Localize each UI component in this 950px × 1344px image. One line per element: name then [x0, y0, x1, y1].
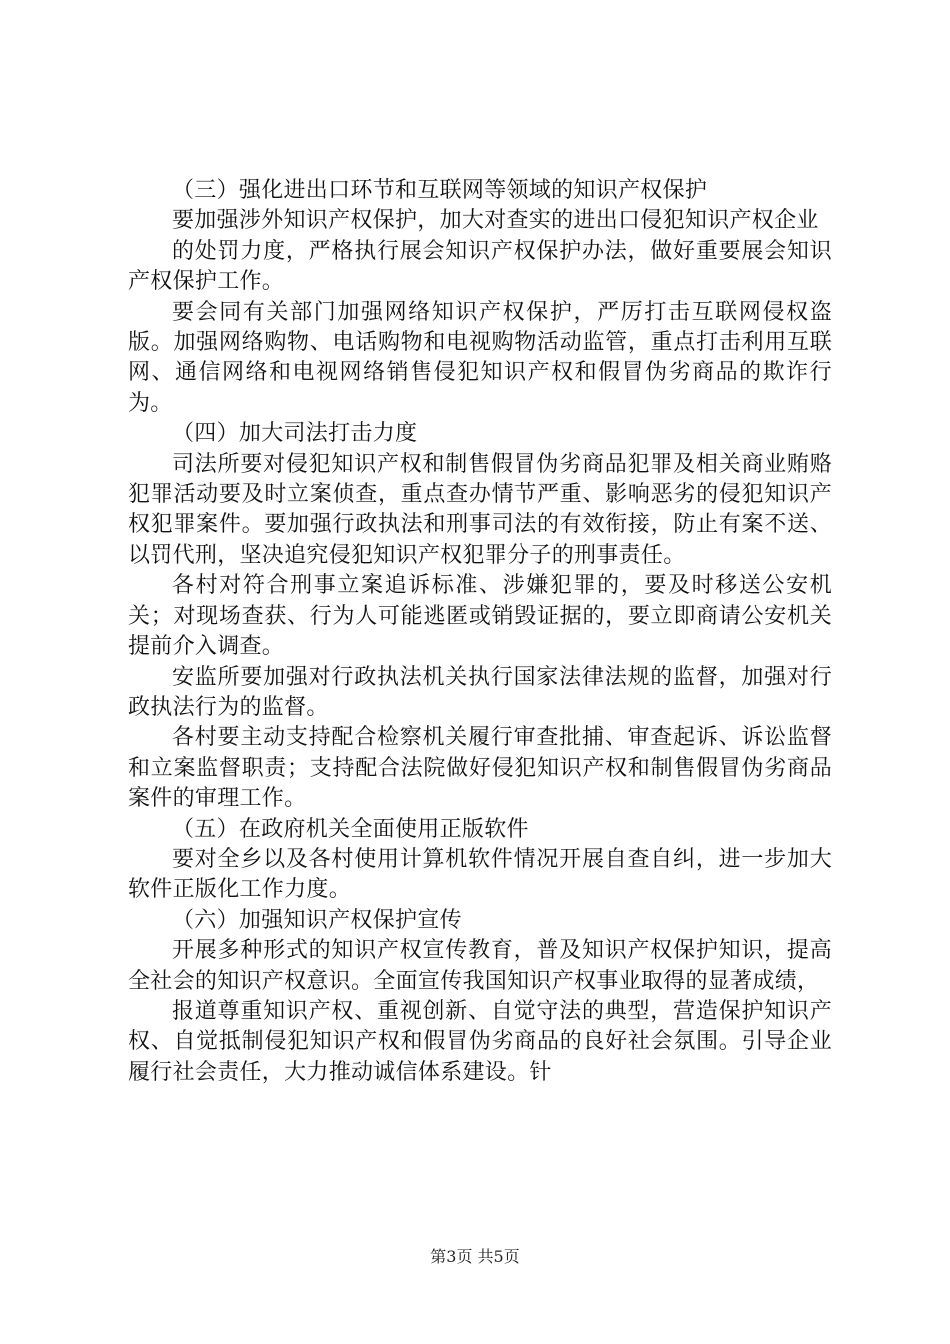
- document-body: [128, 176, 832, 1088]
- body-paragraph: 各村要主动支持配合检察机关履行审查批捕、审查起诉、诉讼监督和立案监督职责；支持配合法院做好侵犯知识产权和制售假冒伪劣商品案件的审理工作。: [128, 725, 832, 812]
- body-paragraph: 要加强涉外知识产权保护，加大对查实的进出口侵犯知识产权企业: [172, 208, 819, 234]
- body-paragraph: 报道尊重知识产权、重视创新、自觉守法的典型，营造保护知识产权、自觉抵制侵犯知识产权和假冒伪劣商品的良好社会氛围。引导企业履行社会责任，大力推动诚信体系建设。针: [128, 998, 832, 1085]
- body-paragraph: 要对全乡以及各村使用计算机软件情况开展自查自纠，进一步加大软件正版化工作力度。: [128, 846, 832, 903]
- body-paragraph: 司法所要对侵犯知识产权和制售假冒伪劣商品犯罪及相关商业贿赂犯罪活动要及时立案侦查，重点查办情节严重、影响恶劣的侵犯知识产权犯罪案件。要加强行政执法和刑事司法的有效衔接，防止有案不送、以罚代刑，坚决追究侵犯知识产权犯罪分子的刑事责任。: [128, 451, 832, 568]
- section-heading-5: （五）在政府机关全面使用正版软件: [172, 816, 529, 842]
- body-paragraph: 要会同有关部门加强网络知识产权保护，严厉打击互联网侵权盗版。加强网络购物、电话购物和电视购物活动监管，重点打击利用互联网、通信网络和电视网络销售侵犯知识产权和假冒伪劣商品的欺诈行为。: [128, 299, 832, 416]
- body-paragraph: 的处罚力度，严格执行展会知识产权保护办法，做好重要展会知识产权保护工作。: [128, 238, 832, 295]
- body-paragraph: 各村对符合刑事立案追诉标准、涉嫌犯罪的，要及时移送公安机关；对现场查获、行为人可能逃匿或销毁证据的，要立即商请公安机关提前介入调查。: [128, 573, 832, 660]
- body-paragraph: 安监所要加强对行政执法机关执行国家法律法规的监督，加强对行政执法行为的监督。: [128, 664, 832, 720]
- section-heading-3: （三）强化进出口环节和互联网等领域的知识产权保护: [172, 178, 708, 203]
- body-paragraph: 开展多种形式的知识产权宣传教育，普及知识产权保护知识，提高全社会的知识产权意识。全面宣传我国知识产权事业取得的显著成绩，: [128, 938, 832, 994]
- section-heading-4: （四）加大司法打击力度: [172, 421, 418, 447]
- section-heading-6: （六）加强知识产权保护宣传: [172, 907, 462, 933]
- page-number-footer: 第3页 共5页: [430, 1247, 520, 1266]
